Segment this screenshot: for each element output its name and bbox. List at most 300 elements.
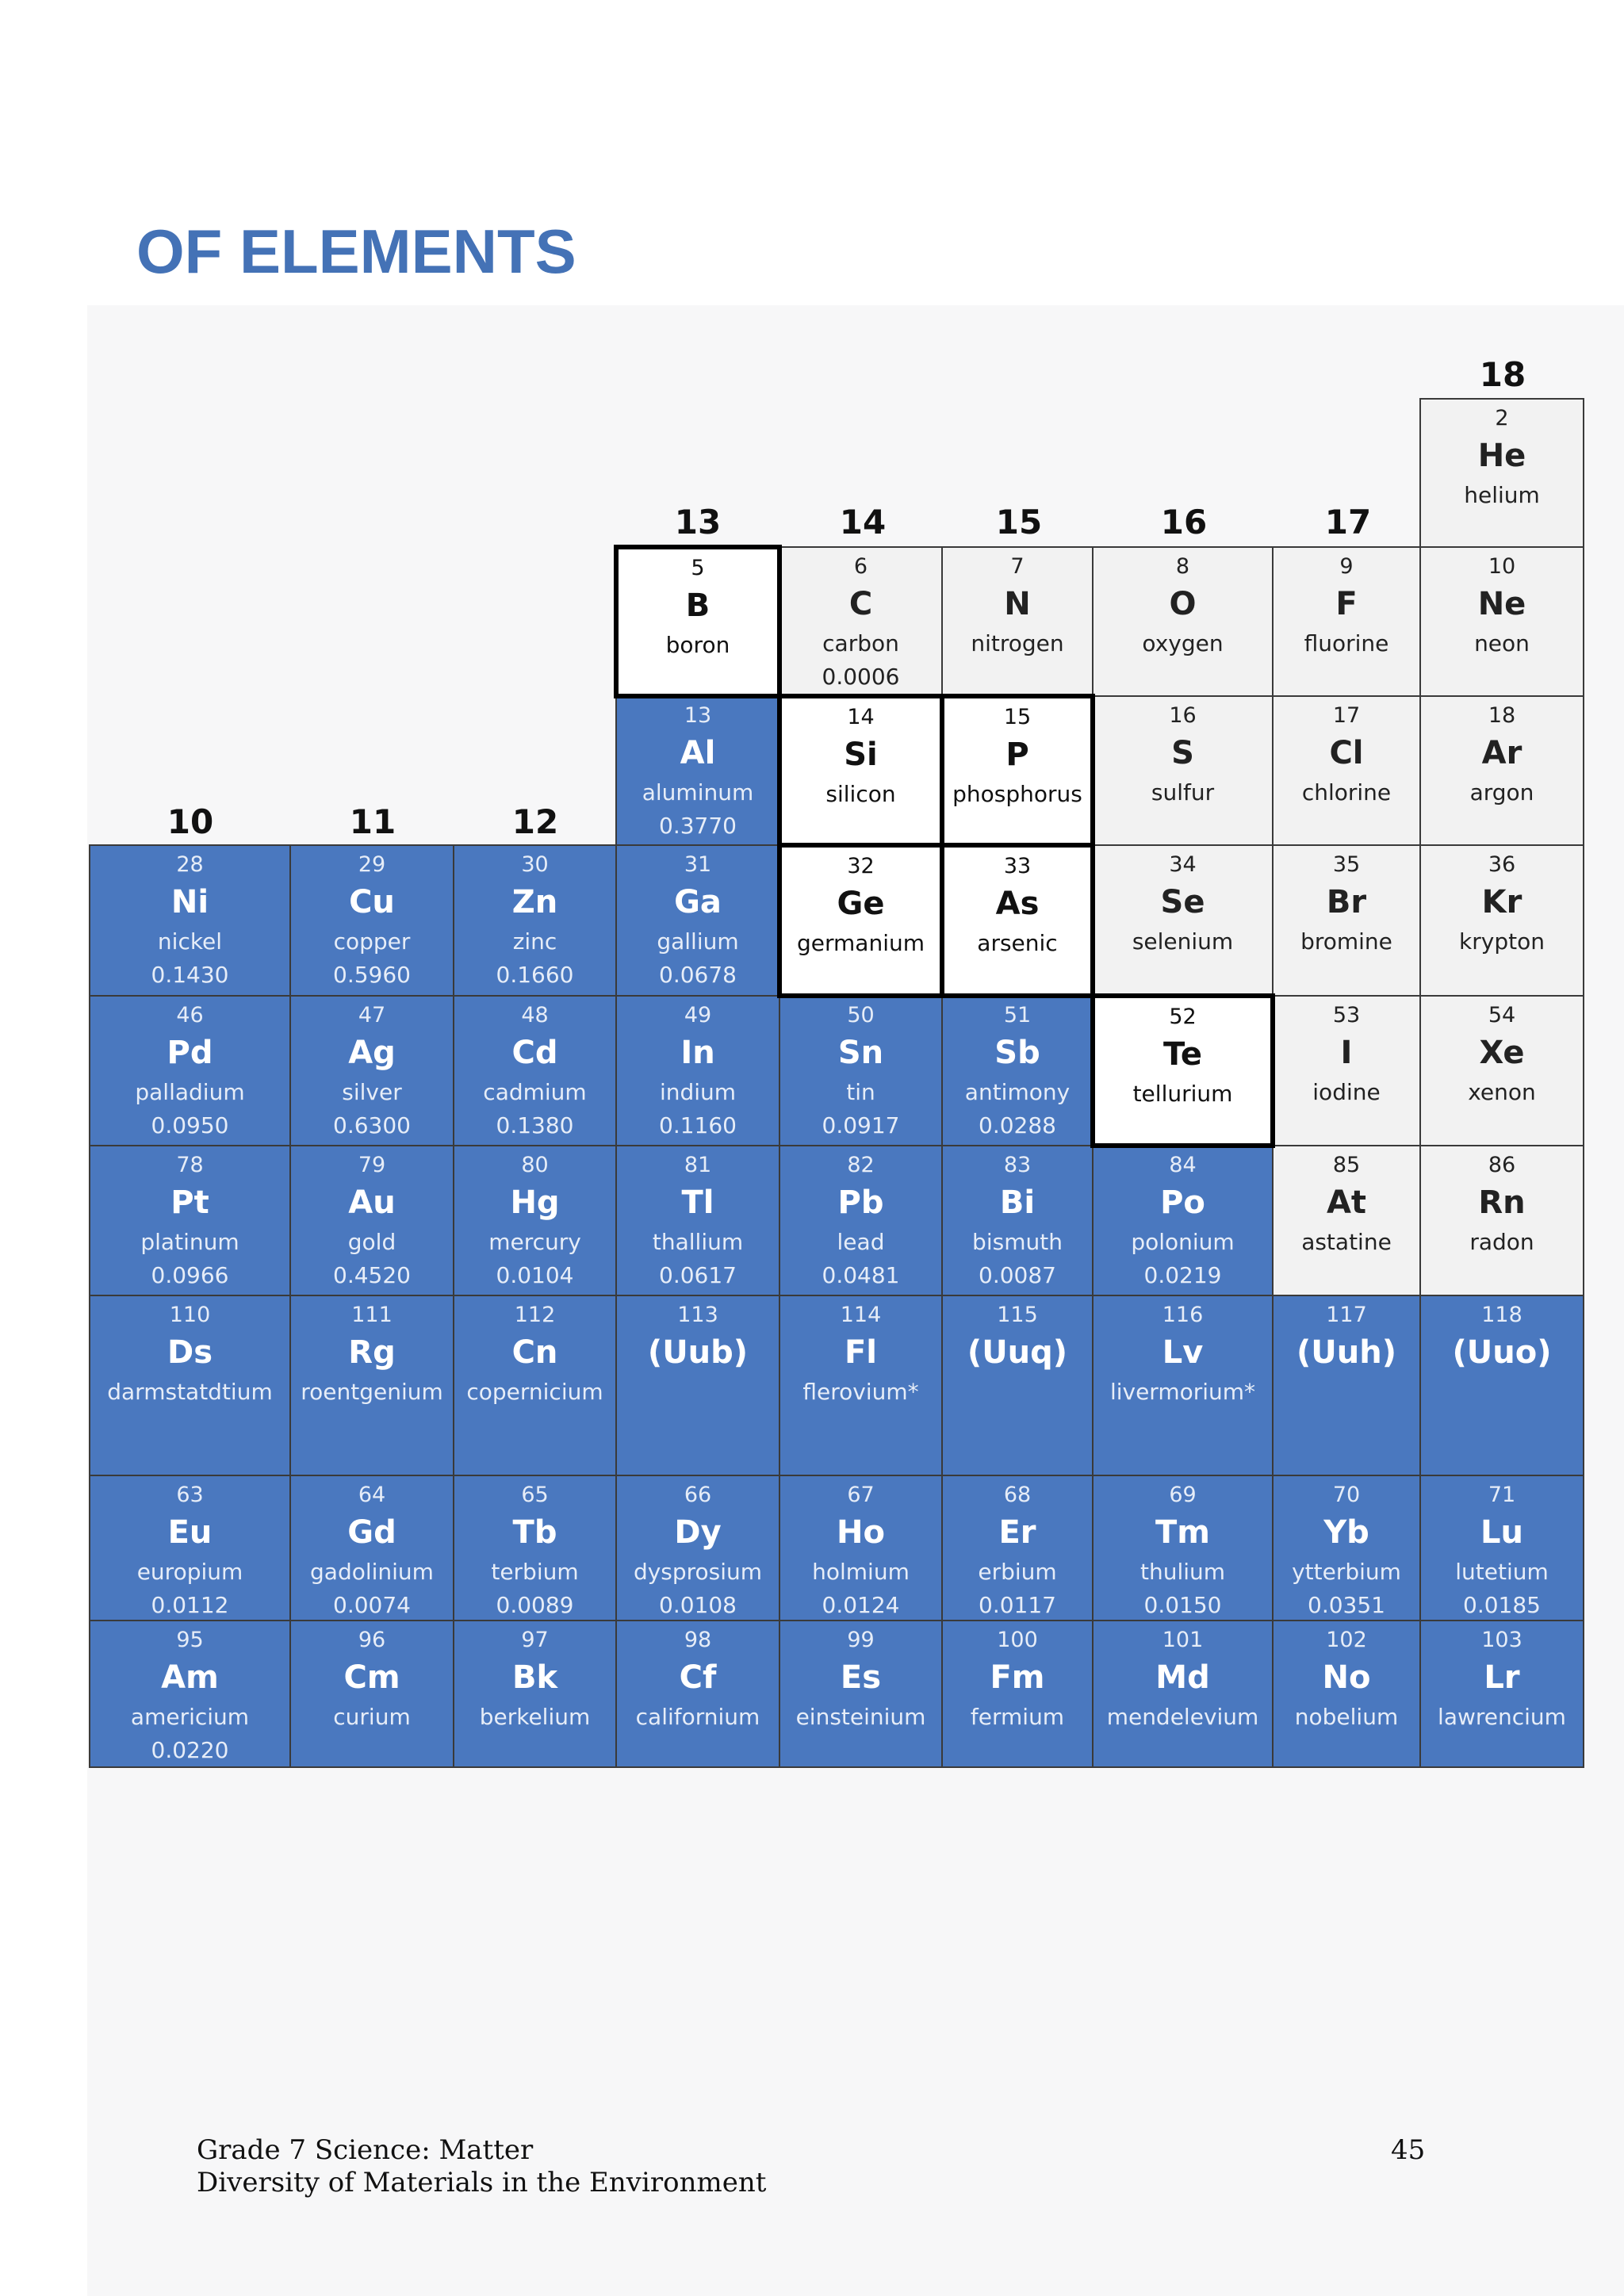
- atomic-number: 16: [1169, 703, 1197, 728]
- element-symbol: Fm: [990, 1659, 1045, 1696]
- abundance-value: 0.3770: [659, 813, 737, 839]
- element-symbol: Ho: [837, 1514, 885, 1551]
- atomic-number: 30: [521, 852, 549, 877]
- atomic-number: 118: [1481, 1303, 1522, 1327]
- atomic-number: 34: [1169, 852, 1197, 877]
- atomic-number: 67: [847, 1483, 875, 1507]
- element-name: roentgenium: [301, 1379, 443, 1405]
- element-name: radon: [1469, 1229, 1534, 1255]
- element-cell-no: [1272, 1620, 1421, 1768]
- element-symbol: Gd: [347, 1514, 396, 1551]
- element-symbol: Cn: [511, 1334, 558, 1371]
- element-symbol: Es: [840, 1659, 882, 1696]
- element-cell-tm: [1092, 1475, 1274, 1621]
- element-symbol: At: [1326, 1184, 1367, 1221]
- abundance-value: 0.0124: [822, 1592, 900, 1618]
- abundance-value: 0.4520: [333, 1262, 411, 1288]
- element-cell-lu: [1419, 1475, 1584, 1621]
- group-label-15: 15: [995, 503, 1043, 541]
- atomic-number: 70: [1332, 1483, 1361, 1507]
- atomic-number: 31: [684, 852, 712, 877]
- element-symbol: As: [995, 886, 1040, 922]
- atomic-number: 81: [684, 1153, 712, 1177]
- element-cell-rg: [289, 1295, 454, 1476]
- atomic-number: 36: [1488, 852, 1516, 877]
- atomic-number: 68: [1003, 1483, 1032, 1507]
- element-symbol: Pd: [167, 1035, 213, 1071]
- element-cell-cm: [289, 1620, 454, 1768]
- element-symbol: Ge: [837, 886, 885, 922]
- group-label-17: 17: [1324, 503, 1372, 541]
- group-label-18: 18: [1479, 355, 1526, 394]
- element-cell-f: [1272, 546, 1421, 697]
- element-cell-yb: [1272, 1475, 1421, 1621]
- atomic-number: 5: [691, 556, 705, 580]
- element-cell-si: [777, 694, 944, 848]
- element-name: curium: [333, 1704, 411, 1730]
- element-cell-cu: [289, 844, 454, 997]
- atomic-number: 114: [840, 1303, 882, 1327]
- element-symbol: B: [685, 587, 710, 624]
- element-symbol: (Uub): [647, 1334, 749, 1371]
- abundance-value: 0.1430: [151, 962, 229, 988]
- atomic-number: 99: [847, 1628, 875, 1652]
- element-name: holmium: [812, 1559, 910, 1585]
- element-symbol: Te: [1162, 1036, 1203, 1073]
- atomic-number: 100: [997, 1628, 1038, 1652]
- element-cell-c: [779, 546, 943, 697]
- element-name: gold: [347, 1229, 396, 1255]
- element-symbol: Kr: [1481, 884, 1522, 920]
- element-name: copernicium: [466, 1379, 603, 1405]
- element-cell-bi: [941, 1145, 1094, 1296]
- element-name: bismuth: [972, 1229, 1063, 1255]
- atomic-number: 18: [1488, 703, 1516, 728]
- element-symbol: Fl: [844, 1334, 878, 1371]
- element-symbol: Tm: [1155, 1514, 1210, 1551]
- element-cell-fl: [779, 1295, 943, 1476]
- abundance-value: 0.0117: [979, 1592, 1056, 1618]
- group-label-11: 11: [349, 802, 396, 841]
- atomic-number: 48: [521, 1003, 549, 1027]
- element-name: tin: [846, 1079, 875, 1105]
- element-symbol: Lv: [1162, 1334, 1204, 1371]
- atomic-number: 32: [847, 854, 875, 878]
- abundance-value: 0.0087: [979, 1262, 1056, 1288]
- element-cell-kr: [1419, 844, 1584, 997]
- atomic-number: 65: [521, 1483, 549, 1507]
- abundance-value: 0.0150: [1143, 1592, 1222, 1618]
- atomic-number: 69: [1169, 1483, 1197, 1507]
- atomic-number: 85: [1332, 1153, 1361, 1177]
- element-cell-ge: [777, 843, 944, 998]
- element-name: erbium: [978, 1559, 1057, 1585]
- element-name: palladium: [135, 1079, 245, 1105]
- abundance-value: 0.0112: [151, 1592, 229, 1618]
- atomic-number: 35: [1332, 852, 1361, 877]
- element-cell-es: [779, 1620, 943, 1768]
- element-symbol: Sb: [994, 1035, 1040, 1071]
- element-name: ytterbium: [1292, 1559, 1401, 1585]
- atomic-number: 10: [1488, 554, 1516, 579]
- element-name: oxygen: [1142, 630, 1224, 656]
- atomic-number: 110: [169, 1303, 211, 1327]
- atomic-number: 33: [1003, 854, 1032, 878]
- atomic-number: 101: [1162, 1628, 1204, 1652]
- atomic-number: 95: [176, 1628, 204, 1652]
- element-symbol: Dy: [674, 1514, 722, 1551]
- element-name: silicon: [825, 781, 896, 807]
- element-name: cadmium: [483, 1079, 587, 1105]
- element-cell-br: [1272, 844, 1421, 997]
- element-symbol: (Uuo): [1452, 1334, 1552, 1371]
- element-cell-fm: [941, 1620, 1094, 1768]
- element-cell-po: [1092, 1145, 1274, 1296]
- atomic-number: 83: [1003, 1153, 1032, 1177]
- element-symbol: Au: [348, 1184, 396, 1221]
- abundance-value: 0.0220: [151, 1737, 229, 1763]
- group-label-14: 14: [839, 503, 887, 541]
- element-name: californium: [635, 1704, 760, 1730]
- element-cell-zn: [453, 844, 617, 997]
- element-symbol: Ni: [170, 884, 209, 920]
- element-symbol: O: [1169, 586, 1197, 622]
- element-name: silver: [342, 1079, 402, 1105]
- element-symbol: Ar: [1481, 735, 1522, 771]
- element-symbol: P: [1005, 737, 1029, 773]
- element-name: carbon: [822, 630, 899, 656]
- element-name: lawrencium: [1438, 1704, 1566, 1730]
- page-number: 45: [1391, 2134, 1426, 2166]
- element-cell-cf: [615, 1620, 780, 1768]
- abundance-value: 0.0089: [496, 1592, 574, 1618]
- abundance-value: 0.0966: [151, 1262, 229, 1288]
- element-cell-au: [289, 1145, 454, 1296]
- atomic-number: 113: [677, 1303, 718, 1327]
- abundance-value: 0.1160: [659, 1112, 737, 1138]
- atomic-number: 6: [853, 554, 868, 579]
- atomic-number: 66: [684, 1483, 712, 1507]
- element-cell-as: [940, 843, 1095, 998]
- element-symbol: Pb: [837, 1184, 884, 1221]
- element-symbol: Ne: [1477, 586, 1526, 622]
- element-cell-ne: [1419, 546, 1584, 697]
- element-name: astatine: [1301, 1229, 1392, 1255]
- element-symbol: Cd: [511, 1035, 558, 1071]
- element-cell-sn: [779, 995, 943, 1146]
- element-symbol: In: [680, 1035, 715, 1071]
- atomic-number: 80: [521, 1153, 549, 1177]
- element-name: thallium: [652, 1229, 744, 1255]
- element-cell-uuh: [1272, 1295, 1421, 1476]
- abundance-value: 0.0351: [1308, 1592, 1385, 1618]
- element-symbol: I: [1340, 1035, 1353, 1071]
- element-symbol: Si: [844, 737, 878, 773]
- element-name: gallium: [657, 928, 739, 955]
- element-cell-se: [1092, 844, 1274, 997]
- atomic-number: 51: [1003, 1003, 1032, 1027]
- abundance-value: 0.0917: [822, 1112, 900, 1138]
- atomic-number: 64: [358, 1483, 386, 1507]
- atomic-number: 46: [176, 1003, 204, 1027]
- element-cell-in: [615, 995, 780, 1146]
- atomic-number: 13: [684, 703, 712, 728]
- element-cell-eu: [89, 1475, 291, 1621]
- element-name: dysprosium: [633, 1559, 763, 1585]
- element-symbol: (Uuq): [967, 1334, 1068, 1371]
- atomic-number: 96: [358, 1628, 386, 1652]
- element-symbol: He: [1477, 438, 1526, 474]
- element-cell-n: [941, 546, 1094, 697]
- element-symbol: Zn: [511, 884, 558, 920]
- element-cell-ag: [289, 995, 454, 1146]
- element-cell-am: [89, 1620, 291, 1768]
- atomic-number: 102: [1326, 1628, 1367, 1652]
- abundance-value: 0.0481: [822, 1262, 900, 1288]
- atomic-number: 50: [847, 1003, 875, 1027]
- atomic-number: 79: [358, 1153, 386, 1177]
- atomic-number: 52: [1169, 1004, 1197, 1029]
- element-cell-b: [614, 545, 782, 698]
- abundance-value: 0.5960: [333, 962, 411, 988]
- group-label-16: 16: [1160, 503, 1208, 541]
- element-name: platinum: [140, 1229, 239, 1255]
- element-name: berkelium: [479, 1704, 591, 1730]
- element-symbol: Se: [1160, 884, 1205, 920]
- element-name: flerovium*: [802, 1379, 919, 1405]
- element-name: bromine: [1300, 928, 1392, 955]
- element-name: fermium: [970, 1704, 1065, 1730]
- element-cell-rn: [1419, 1145, 1584, 1296]
- element-cell-o: [1092, 546, 1274, 697]
- element-name: sulfur: [1151, 779, 1215, 806]
- element-cell-te: [1090, 993, 1275, 1148]
- element-cell-ho: [779, 1475, 943, 1621]
- element-cell-hg: [453, 1145, 617, 1296]
- element-name: xenon: [1468, 1079, 1536, 1105]
- abundance-value: 0.6300: [333, 1112, 411, 1138]
- element-name: indium: [659, 1079, 737, 1105]
- atomic-number: 54: [1488, 1003, 1516, 1027]
- abundance-value: 0.1660: [496, 962, 574, 988]
- atomic-number: 7: [1010, 554, 1025, 579]
- group-label-10: 10: [167, 802, 214, 841]
- atomic-number: 103: [1481, 1628, 1522, 1652]
- element-name: lutetium: [1455, 1559, 1549, 1585]
- atomic-number: 2: [1495, 406, 1509, 430]
- element-name: polonium: [1131, 1229, 1235, 1255]
- element-symbol: Sn: [837, 1035, 884, 1071]
- atomic-number: 15: [1003, 705, 1032, 729]
- element-cell-xe: [1419, 995, 1584, 1146]
- atomic-number: 111: [351, 1303, 393, 1327]
- atomic-number: 8: [1175, 554, 1190, 579]
- abundance-value: 0.0074: [333, 1592, 411, 1618]
- element-name: nobelium: [1294, 1704, 1399, 1730]
- atomic-number: 98: [684, 1628, 712, 1652]
- element-name: iodine: [1312, 1079, 1381, 1105]
- element-cell-al: [615, 695, 780, 846]
- element-symbol: Cf: [679, 1659, 717, 1696]
- abundance-value: 0.0006: [822, 664, 900, 690]
- atomic-number: 86: [1488, 1153, 1516, 1177]
- abundance-value: 0.0617: [659, 1262, 737, 1288]
- element-symbol: Md: [1155, 1659, 1210, 1696]
- element-name: neon: [1474, 630, 1530, 656]
- atomic-number: 115: [997, 1303, 1038, 1327]
- element-name: aluminum: [642, 779, 754, 806]
- element-name: darmstatdtium: [107, 1379, 273, 1405]
- element-name: lead: [837, 1229, 885, 1255]
- element-cell-he: [1419, 398, 1584, 548]
- abundance-value: 0.0678: [659, 962, 737, 988]
- element-name: gadolinium: [310, 1559, 434, 1585]
- element-cell-gd: [289, 1475, 454, 1621]
- element-cell-dy: [615, 1475, 780, 1621]
- abundance-value: 0.0219: [1143, 1262, 1222, 1288]
- element-name: europium: [136, 1559, 243, 1585]
- element-name: livermorium*: [1109, 1379, 1256, 1405]
- element-cell-md: [1092, 1620, 1274, 1768]
- group-label-12: 12: [511, 802, 559, 841]
- element-symbol: Rg: [348, 1334, 396, 1371]
- element-name: fluorine: [1304, 630, 1389, 656]
- atomic-number: 9: [1339, 554, 1354, 579]
- element-name: boron: [665, 632, 730, 658]
- atomic-number: 116: [1162, 1303, 1204, 1327]
- atomic-number: 84: [1169, 1153, 1197, 1177]
- element-cell-i: [1272, 995, 1421, 1146]
- atomic-number: 82: [847, 1153, 875, 1177]
- element-name: mendelevium: [1106, 1704, 1259, 1730]
- abundance-value: 0.0185: [1463, 1592, 1541, 1618]
- element-name: einsteinium: [795, 1704, 926, 1730]
- element-symbol: S: [1171, 735, 1194, 771]
- element-name: argon: [1469, 779, 1534, 806]
- element-cell-cl: [1272, 695, 1421, 846]
- element-cell-bk: [453, 1620, 617, 1768]
- atomic-number: 29: [358, 852, 386, 877]
- element-name: americium: [130, 1704, 250, 1730]
- element-cell-pb: [779, 1145, 943, 1296]
- element-symbol: Am: [161, 1659, 219, 1696]
- element-cell-cn: [453, 1295, 617, 1476]
- element-symbol: No: [1322, 1659, 1371, 1696]
- element-name: arsenic: [977, 930, 1058, 956]
- abundance-value: 0.0108: [659, 1592, 737, 1618]
- element-name: zinc: [512, 928, 557, 955]
- element-symbol: Tb: [512, 1514, 557, 1551]
- element-cell-uuq: [941, 1295, 1094, 1476]
- element-symbol: Cu: [349, 884, 395, 920]
- element-name: antimony: [964, 1079, 1071, 1105]
- element-symbol: Xe: [1479, 1035, 1525, 1071]
- abundance-value: 0.1380: [496, 1112, 574, 1138]
- element-symbol: Ds: [167, 1334, 213, 1371]
- element-name: thulium: [1139, 1559, 1226, 1585]
- element-cell-lr: [1419, 1620, 1584, 1768]
- element-name: mercury: [488, 1229, 581, 1255]
- element-symbol: Al: [680, 735, 716, 771]
- footer-subtitle: Diversity of Materials in the Environment: [197, 2167, 767, 2198]
- element-symbol: N: [1004, 586, 1031, 622]
- abundance-value: 0.0288: [979, 1112, 1056, 1138]
- element-cell-ds: [89, 1295, 291, 1476]
- element-symbol: Lr: [1484, 1659, 1520, 1696]
- atomic-number: 63: [176, 1483, 204, 1507]
- group-label-13: 13: [674, 503, 722, 541]
- element-cell-cd: [453, 995, 617, 1146]
- element-symbol: Rn: [1478, 1184, 1526, 1221]
- element-cell-lv: [1092, 1295, 1274, 1476]
- atomic-number: 49: [684, 1003, 712, 1027]
- abundance-value: 0.0104: [496, 1262, 574, 1288]
- element-symbol: Bk: [511, 1659, 558, 1696]
- element-symbol: Ag: [348, 1035, 396, 1071]
- element-cell-s: [1092, 695, 1274, 846]
- atomic-number: 71: [1488, 1483, 1516, 1507]
- element-symbol: Tl: [681, 1184, 714, 1221]
- page-title: OF ELEMENTS: [136, 216, 576, 286]
- element-symbol: Cm: [343, 1659, 400, 1696]
- atomic-number: 117: [1326, 1303, 1367, 1327]
- abundance-value: 0.0950: [151, 1112, 229, 1138]
- atomic-number: 28: [176, 852, 204, 877]
- element-symbol: Po: [1160, 1184, 1205, 1221]
- element-cell-pd: [89, 995, 291, 1146]
- element-cell-tl: [615, 1145, 780, 1296]
- element-symbol: C: [848, 586, 873, 622]
- element-cell-pt: [89, 1145, 291, 1296]
- element-symbol: Cl: [1329, 735, 1364, 771]
- element-name: nitrogen: [971, 630, 1064, 656]
- element-name: selenium: [1132, 928, 1234, 955]
- element-name: krypton: [1459, 928, 1545, 955]
- atomic-number: 47: [358, 1003, 386, 1027]
- atomic-number: 14: [847, 705, 875, 729]
- element-cell-ni: [89, 844, 291, 997]
- element-symbol: Lu: [1480, 1514, 1523, 1551]
- atomic-number: 112: [514, 1303, 556, 1327]
- atomic-number: 97: [521, 1628, 549, 1652]
- element-name: nickel: [157, 928, 223, 955]
- element-symbol: Eu: [167, 1514, 213, 1551]
- atomic-number: 53: [1332, 1003, 1361, 1027]
- element-cell-at: [1272, 1145, 1421, 1296]
- element-cell-ar: [1419, 695, 1584, 846]
- element-symbol: Ga: [674, 884, 722, 920]
- element-symbol: Br: [1326, 884, 1367, 920]
- element-cell-p: [940, 694, 1095, 848]
- element-name: copper: [333, 928, 411, 955]
- element-name: chlorine: [1301, 779, 1392, 806]
- element-symbol: Pt: [170, 1184, 209, 1221]
- element-cell-uuo: [1419, 1295, 1584, 1476]
- element-cell-tb: [453, 1475, 617, 1621]
- element-cell-uub: [615, 1295, 780, 1476]
- element-name: tellurium: [1132, 1081, 1233, 1107]
- element-name: phosphorus: [952, 781, 1082, 807]
- element-name: terbium: [491, 1559, 579, 1585]
- element-symbol: F: [1335, 586, 1358, 622]
- footer-course: Grade 7 Science: Matter: [197, 2134, 534, 2166]
- element-symbol: Bi: [999, 1184, 1036, 1221]
- element-symbol: Yb: [1323, 1514, 1369, 1551]
- element-name: helium: [1464, 482, 1540, 508]
- element-cell-er: [941, 1475, 1094, 1621]
- element-symbol: Hg: [510, 1184, 560, 1221]
- element-cell-sb: [941, 995, 1094, 1146]
